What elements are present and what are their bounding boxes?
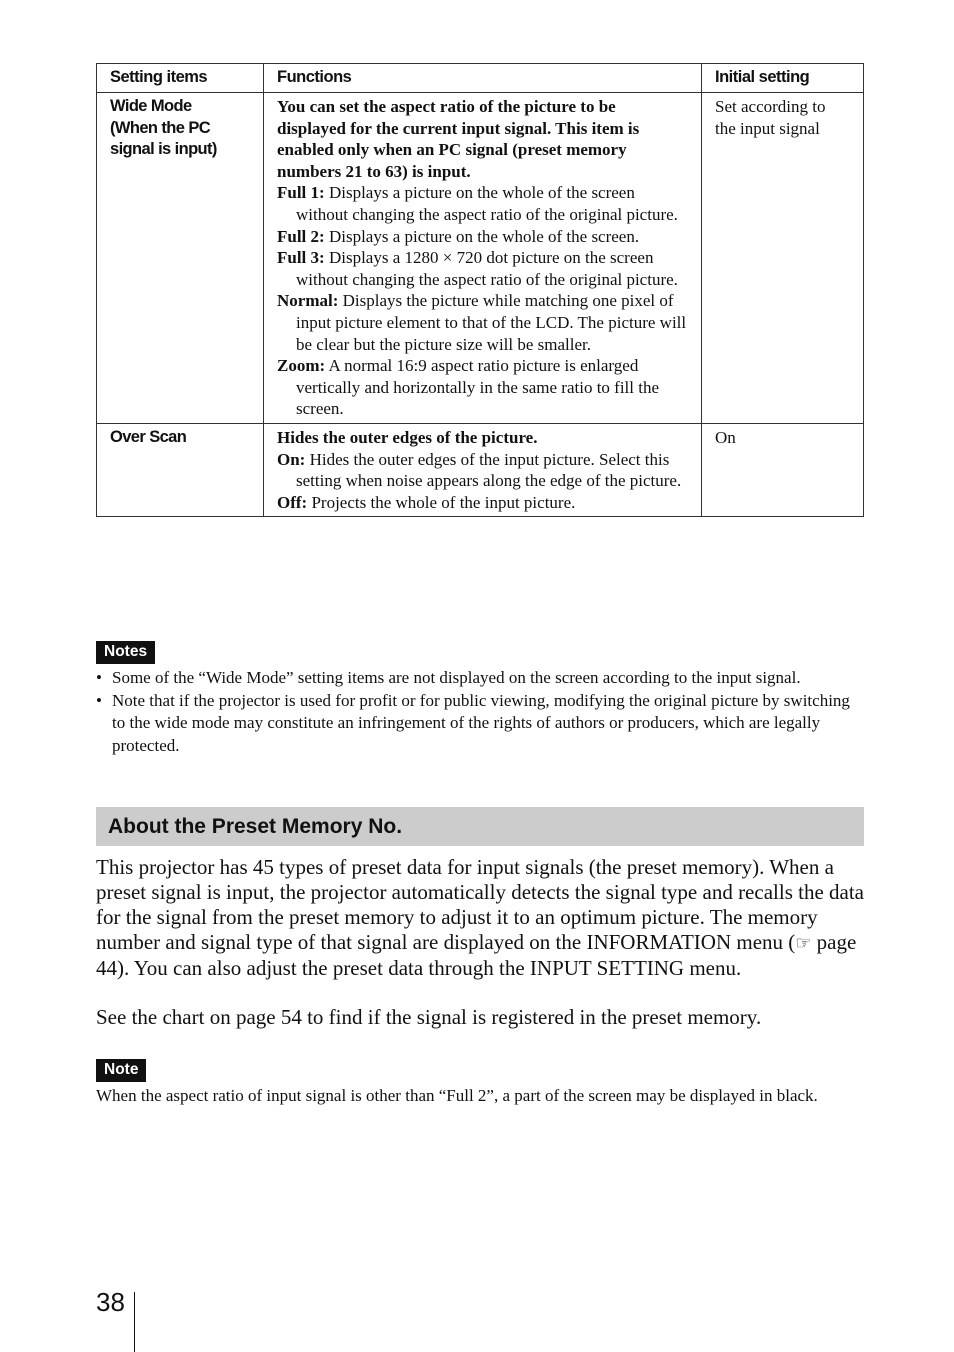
option-label: Zoom:: [277, 356, 326, 376]
preset-memory-paragraph: [96, 855, 864, 981]
column-header-functions: Functions: [264, 64, 702, 93]
notes-label: Notes: [96, 641, 155, 664]
item-line: signal is input): [110, 140, 217, 158]
list-item: [96, 690, 864, 758]
option-off: [277, 492, 688, 514]
function-intro: Hides the outer edges of the picture.: [277, 427, 538, 447]
item-line: (When the PC: [110, 118, 211, 137]
setting-item-wide-mode: [97, 93, 264, 424]
page-number: 38: [96, 1287, 125, 1317]
option-on: [277, 449, 688, 492]
table-row-wide-mode: [97, 93, 864, 424]
function-intro: You can set the aspect ratio of the picture to be displayed for the current input signal. This item is enabled only when an PC signal (preset memory numbers 21 to 63) is input.: [277, 97, 640, 181]
page-reference-icon: ☞: [795, 933, 812, 953]
initial-line: Set according to: [715, 97, 826, 116]
initial-setting-over-scan: [702, 423, 864, 516]
notes-list: [96, 667, 864, 757]
bullet-icon: •: [96, 690, 102, 710]
option-label: Full 2:: [277, 226, 325, 246]
item-line: Wide Mode: [110, 97, 192, 115]
option-label: On:: [277, 449, 306, 469]
table-header-row: [97, 64, 864, 93]
option-text: Displays the picture while matching one pixel of input picture element to that of the LCD. The picture will be clear but the picture size will be smaller.: [296, 291, 687, 354]
settings-table: [96, 63, 864, 517]
functions-over-scan: [264, 423, 702, 516]
column-header-setting-items: Setting items: [97, 64, 264, 93]
option-label: Full 1:: [277, 183, 325, 203]
setting-item-over-scan: [97, 423, 264, 516]
column-header-initial-setting: Initial setting: [702, 64, 864, 93]
bullet-icon: •: [96, 668, 102, 687]
option-full-3: [277, 247, 688, 290]
functions-wide-mode: [264, 93, 702, 424]
option-label: Off:: [277, 492, 308, 512]
initial-setting-wide-mode: [702, 93, 864, 424]
item-line: Over Scan: [110, 427, 187, 446]
option-full-1: [277, 182, 688, 225]
initial-line: On: [715, 427, 736, 447]
note-text: Note that if the projector is used for profit or for public viewing, modifying the original picture by switching to the wide mode may constitute an infringement of the rights of authors or producers, which are legally protected.: [112, 690, 850, 755]
list-item: [96, 667, 864, 690]
note-label: Note: [96, 1059, 146, 1082]
option-text: A normal 16:9 aspect ratio picture is enlarged vertically and horizontally in the same ratio to fill the screen.: [296, 356, 660, 419]
option-label: Full 3:: [277, 248, 325, 268]
option-text: Displays a picture on the whole of the screen.: [324, 226, 640, 246]
option-zoom: [277, 355, 688, 420]
paragraph-text: page 44). You can also adjust the preset data through the INPUT SETTING menu.: [96, 930, 857, 980]
page-divider-line: [134, 1292, 135, 1352]
option-text: Hides the outer edges of the input picture. Select this setting when noise appears along the edge of the picture.: [296, 449, 682, 491]
initial-line: the input signal: [715, 118, 820, 138]
option-full-2: [277, 226, 688, 248]
option-text: Displays a picture on the whole of the screen without changing the aspect ratio of the original picture.: [296, 183, 678, 224]
option-text: Displays a 1280 × 720 dot picture on the screen without changing the aspect ratio of the original picture.: [296, 248, 678, 289]
chart-reference-paragraph: See the chart on page 54 to find if the signal is registered in the preset memory.: [96, 1005, 762, 1029]
option-text: Projects the whole of the input picture.: [307, 492, 576, 512]
paragraph-text: This projector has 45 types of preset data for input signals (the preset memory). When a preset signal is input, the projector automatically detects the signal type and recalls the data for the signal from the preset memory to adjust it to an optimum picture. The memory number and signal type of that signal are displayed on the INFORMATION menu (: [96, 855, 864, 954]
table-row-over-scan: [97, 423, 864, 516]
option-label: Normal:: [277, 291, 339, 311]
option-normal: [277, 290, 688, 355]
section-header: [96, 807, 864, 846]
section-title: About the Preset Memory No.: [108, 815, 403, 838]
note-text: Some of the “Wide Mode” setting items are not displayed on the screen according to the input signal.: [112, 668, 801, 687]
note-text: When the aspect ratio of input signal is other than “Full 2”, a part of the screen may be displayed in black.: [96, 1086, 818, 1105]
